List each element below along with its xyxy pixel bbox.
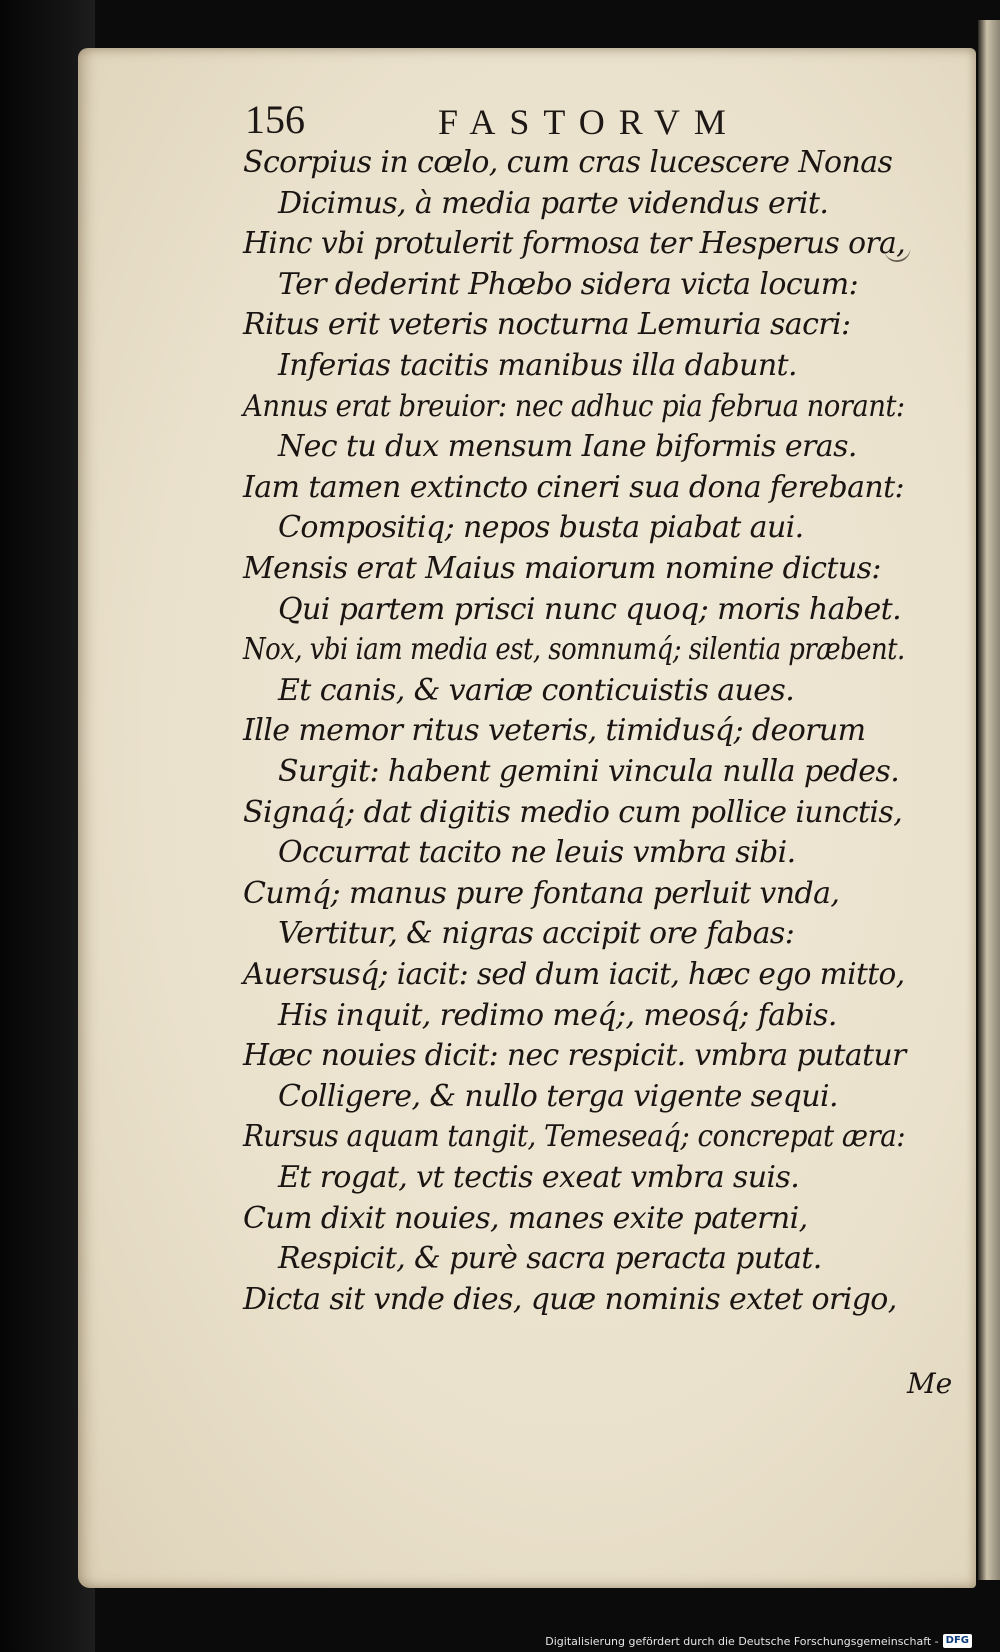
dfg-logo: DFG (943, 1634, 972, 1648)
verse-line: Cum dixit nouies, manes exite paterni, (243, 1201, 808, 1236)
verse-line: Et rogat, vt tectis exeat vmbra suis. (278, 1160, 800, 1195)
verse-line: Hinc vbi protulerit formosa ter Hesperus ora, (243, 226, 906, 261)
verse-line: Et canis, & variæ conticuistis aues. (278, 673, 795, 708)
verse-line: Respicit, & purè sacra peracta putat. (278, 1241, 822, 1276)
verse-line: His inquit, redimo meq́;, meosq́; fabis. (278, 998, 837, 1033)
credit-text: Digitalisierung gefördert durch die Deutsche Forschungsgemeinschaft - (545, 1634, 939, 1648)
verse-line: Rursus aquam tangit, Temeseaq́; concrepat æra: (243, 1119, 906, 1154)
verse-line: Ritus erit veteris nocturna Lemuria sacri: (243, 307, 851, 342)
running-head: FASTORVM (438, 102, 740, 142)
verse-line: Mensis erat Maius maiorum nomine dictus: (243, 551, 881, 586)
verse-line: Colligere, & nullo terga vigente sequi. (278, 1079, 838, 1114)
verse-line: Cumq́; manus pure fontana perluit vnda, (243, 876, 840, 911)
verse-line: Compositiq; nepos busta piabat aui. (278, 510, 804, 545)
verse-line: Annus erat breuior: nec adhuc pia februa norant: (243, 389, 905, 424)
verse-line: Auersusq́; iacit: sed dum iacit, hæc ego mitto, (243, 957, 905, 992)
digitization-credit (545, 1634, 972, 1648)
verse-line: Nec tu dux mensum Iane biformis eras. (278, 429, 857, 464)
verse-line: Vertitur, & nigras accipit ore fabas: (278, 916, 795, 951)
verse-line: Inferias tacitis manibus illa dabunt. (278, 348, 797, 383)
verse-line: Iam tamen extincto cineri sua dona ferebant: (243, 470, 905, 505)
verse-line: Surgit: habent gemini vincula nulla pedes. (278, 754, 900, 789)
verse-line: Occurrat tacito ne leuis vmbra sibi. (278, 835, 796, 870)
verse-line: Scorpius in cœlo, cum cras lucescere Nonas (243, 145, 893, 180)
verse-line: Ter dederint Phœbo sidera victa locum: (278, 267, 859, 302)
verse-line: Dicimus, à media parte videndus erit. (278, 186, 829, 221)
catchword: Me (907, 1367, 953, 1400)
page-number: 156 (245, 97, 305, 142)
verse-line: Nox, vbi iam media est, somnumq́; silentia præbent. (243, 632, 905, 667)
verse-line: Hæc nouies dicit: nec respicit. vmbra putatur (243, 1038, 906, 1073)
verse-line: Dicta sit vnde dies, quæ nominis extet origo, (243, 1282, 897, 1317)
page-edge (978, 20, 1000, 1580)
verse-line: Signaq́; dat digitis medio cum pollice iunctis, (243, 795, 903, 830)
verse-line: Ille memor ritus veteris, timidusq́; deorum (243, 713, 866, 748)
verse-line: Qui partem prisci nunc quoq; moris habet. (278, 592, 902, 627)
